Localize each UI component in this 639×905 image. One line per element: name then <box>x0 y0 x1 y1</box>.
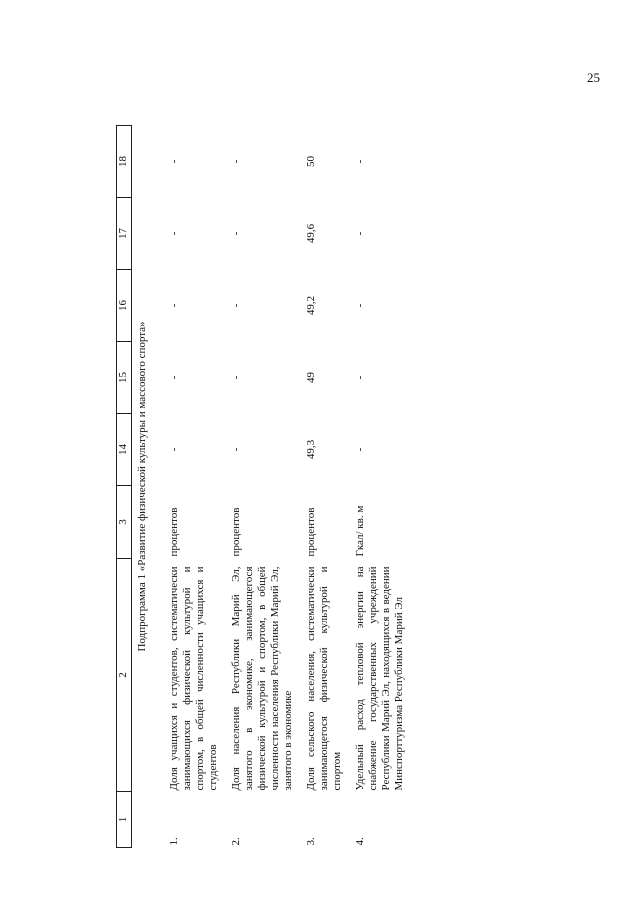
indicators-table <box>116 125 415 848</box>
unit: Гкал/ кв. м <box>353 505 366 557</box>
indicator-name: Доля сельского населения, систематически занимающегося физической культурой и спортом <box>304 566 343 791</box>
value-cell: - <box>167 303 180 308</box>
row-number: 1. <box>167 837 180 846</box>
value-cell: - <box>167 159 180 164</box>
indicator-name: Доля населения Республики Марий Эл, занятого в экономике, занимающегося физической культурой и спортом, в общей численности населения Республики Марий Эл, занятого в экономике <box>229 566 294 791</box>
unit: процентов <box>229 507 242 557</box>
value-cell: - <box>353 375 366 380</box>
row-number: 3. <box>304 837 317 846</box>
subprogram-title: Подпрограмма 1 «Развитие физической культуры и массового спорта» <box>135 321 148 652</box>
value-cell: - <box>167 231 180 236</box>
indicator-name: Доля учащихся и студентов, систематически занимающихся физической культурой и спортом, в общей численности учащихся и студентов <box>167 566 219 791</box>
value-cell: 49 <box>304 372 317 383</box>
header-row <box>117 126 132 848</box>
value-cell: - <box>167 447 180 452</box>
table-row <box>230 126 305 848</box>
value-cell: 50 <box>304 156 317 167</box>
rotated-table-container <box>116 126 608 848</box>
indicator-name: Удельный расход тепловой энергии на снабжение государственных учреждений Республики Марий Эл, находящихся в ведении Минспорттуризма Республики Марий Эл <box>353 566 405 791</box>
value-cell: - <box>353 231 366 236</box>
value-cell: - <box>229 231 242 236</box>
value-cell: - <box>353 303 366 308</box>
column-header: 1 <box>117 792 132 848</box>
table-row <box>354 126 416 848</box>
value-cell: - <box>167 375 180 380</box>
column-header: 16 <box>117 270 132 342</box>
column-header: 15 <box>117 342 132 414</box>
column-header: 17 <box>117 198 132 270</box>
column-header: 2 <box>117 559 132 792</box>
value-cell: - <box>229 447 242 452</box>
table-row <box>305 126 354 848</box>
column-header: 18 <box>117 126 132 198</box>
unit: процентов <box>304 507 317 557</box>
unit: процентов <box>167 507 180 557</box>
page-number: 25 <box>587 70 600 85</box>
column-header: 14 <box>117 414 132 486</box>
value-cell: 49,6 <box>304 223 317 244</box>
value-cell: - <box>229 375 242 380</box>
value-cell: - <box>229 159 242 164</box>
row-number: 4. <box>353 837 366 846</box>
row-number: 2. <box>229 837 242 846</box>
value-cell: 49,3 <box>304 439 317 460</box>
subprogram-row <box>131 126 154 848</box>
value-cell: - <box>353 447 366 452</box>
value-cell: - <box>229 303 242 308</box>
value-cell: - <box>353 159 366 164</box>
column-header: 3 <box>117 486 132 559</box>
value-cell: 49,2 <box>304 295 317 316</box>
table-row <box>168 126 230 848</box>
